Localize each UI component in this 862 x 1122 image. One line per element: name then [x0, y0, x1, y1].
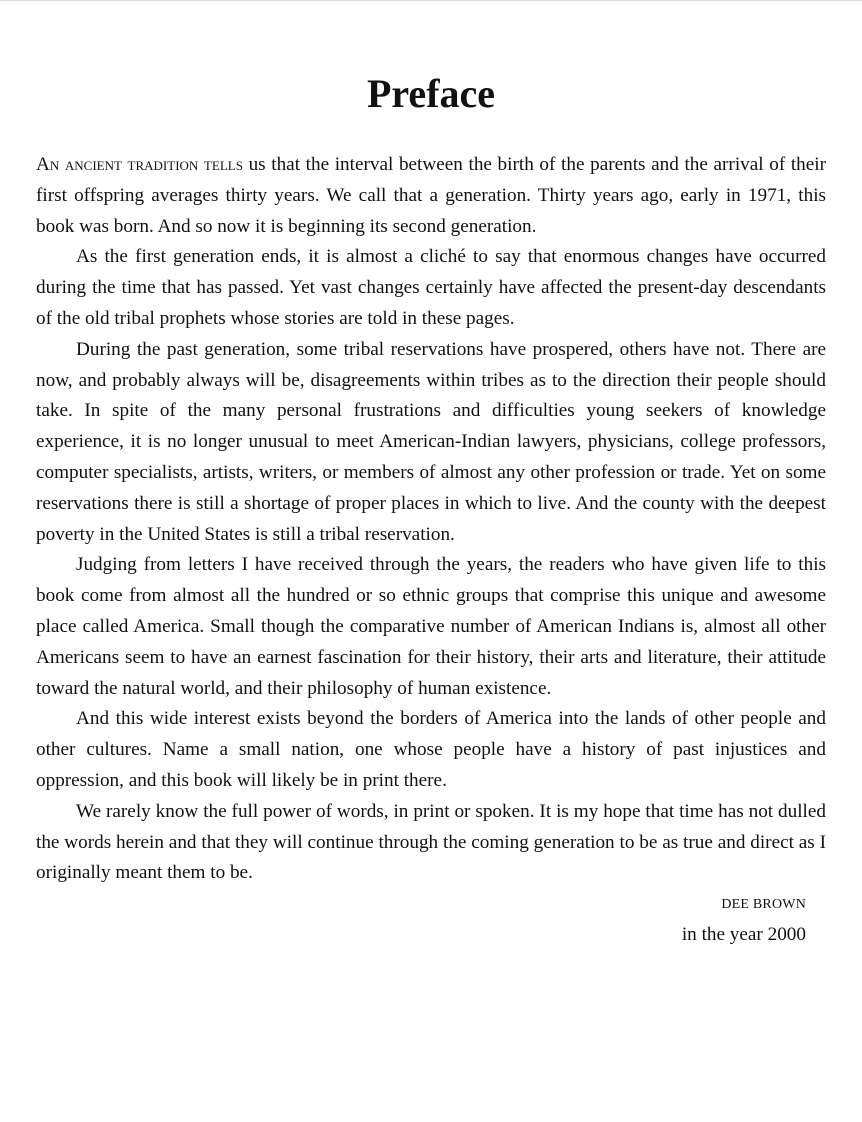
page-title: Preface [366, 71, 496, 116]
paragraph-1-lead: An ancient tradition tells [36, 154, 243, 175]
author-signature: DEE BROWN [721, 897, 806, 913]
paragraph-4: Judging from letters I have received through the years, the readers who have given life to this book come from almost all the hundred or so ethnic groups that comprise this unique and awesome place called America. Small though the comparative number of American Indians is, almost all other Americans seem to have an earnest fascination for their history, their arts and literature, their attitude toward the natural world, and their philosophy of human existence. [36, 554, 826, 699]
document-page [36, 70, 826, 949]
paragraph-5: And this wide interest exists beyond the borders of America into the lands of other people and other cultures. Name a small nation, one whose people have a history of past injustices and oppression, and this book will likely be in print there. [36, 708, 826, 791]
page-top-border [0, 0, 862, 1]
paragraph-1-text: us that the interval between the birth of the parents and the arrival of their first offspring averages thirty years. We call that a generation. Thirty years ago, early in 1971, this book was born. And so now it is beginning its second generation. [36, 154, 826, 237]
signature-date: in the year 2000 [681, 924, 806, 946]
paragraph-6: We rarely know the full power of words, in print or spoken. It is my hope that time has not dulled the words herein and that they will continue through the coming generation to be as true and direct as I originally meant them to be. [36, 800, 826, 884]
paragraph-1 [36, 150, 826, 242]
paragraph-2: As the first generation ends, it is almost a cliché to say that enormous changes have occurred during the time that has passed. Yet vast changes certainly have affected the present-day descendants of the old tribal prophets whose stories are told in these pages. [36, 246, 826, 329]
paragraph-3: During the past generation, some tribal reservations have prospered, others have not. There are now, and probably always will be, disagreements within tribes as to the direction their people should take. In spite of the many personal frustrations and difficulties young seekers of knowledge experience, it is no longer unusual to meet American-Indian lawyers, physicians, college professors, computer specialists, artists, writers, or members of almost any other profession or trade. Yet on some reservations there is still a shortage of proper places in which to live. And the county with the deepest poverty in the United States is still a tribal reservation. [36, 338, 826, 545]
